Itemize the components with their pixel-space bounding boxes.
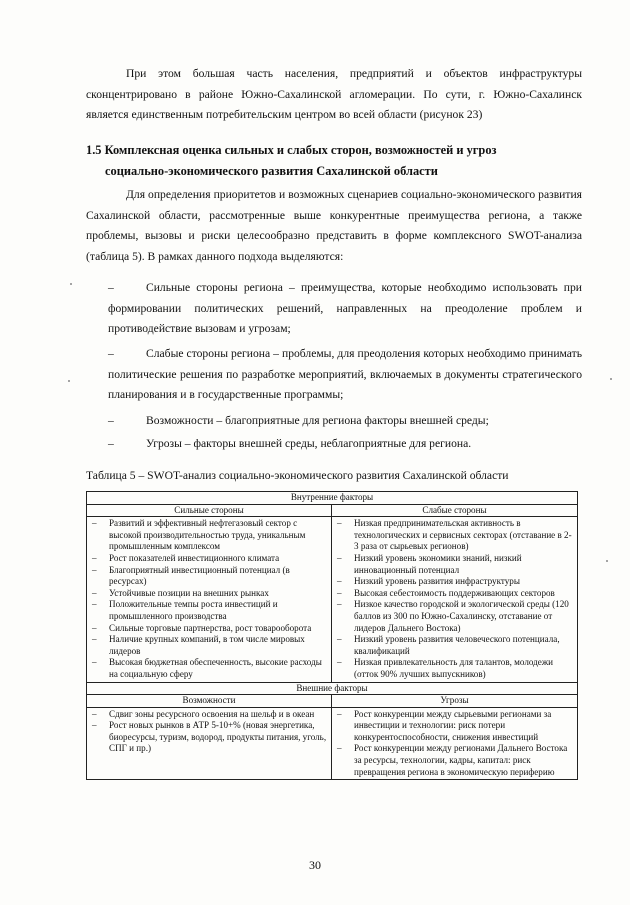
strengths-cell <box>87 517 332 682</box>
bullet-threats <box>108 434 582 455</box>
opportunities-list <box>87 708 331 756</box>
table-caption: Таблица 5 – SWOT-анализ социально-экономического развития Сахалинской области <box>86 469 509 482</box>
bullet-strengths <box>108 278 582 340</box>
list-item: – Сильные торговые партнерства, рост товарооборота <box>87 623 329 635</box>
list-item: – Развитий и эффективный нефтегазовый сектор с высокой производительностью труда, уникальным промышленным комплексом <box>87 518 329 553</box>
table-row <box>87 682 578 695</box>
strengths-header: Сильные стороны <box>87 504 332 517</box>
list-item: – Низкий уровень развития инфраструктуры <box>332 576 575 588</box>
strengths-list <box>87 517 331 681</box>
list-item: – Высокая бюджетная обеспеченность, высокие расходы на социальную сферу <box>87 657 329 680</box>
threats-list <box>332 708 577 780</box>
list-item: – Низкое качество городской и экологической среды (120 баллов из 300 по Южно-Сахалинску, отставание от лидеров Дальнего Востока) <box>332 599 575 634</box>
scan-speck <box>606 560 608 562</box>
list-item: – Низкий уровень развития человеческого потенциала, квалификаций <box>332 634 575 657</box>
list-item: – Рост новых рынков в АТР 5-10+% (новая энергетика, биоресурсы, туризм, водород, продукты питания, уголь, СПГ и пр.) <box>87 720 329 755</box>
bullet-weaknesses <box>108 344 582 406</box>
list-item: – Сдвиг зоны ресурсного освоения на шельф и в океан <box>87 709 329 721</box>
bullet-dash: – <box>108 437 114 450</box>
table-row <box>87 504 578 517</box>
external-factors-header: Внешние факторы <box>87 682 578 695</box>
list-item: – Рост конкуренции между сырьевыми регионами за инвестиции и технологии: риск потери конкурентоспособности, снижения инвестиций <box>332 709 575 744</box>
section-heading-line-1: 1.5 Комплексная оценка сильных и слабых сторон, возможностей и угроз <box>86 143 497 157</box>
page-number: 30 <box>309 858 321 872</box>
bullet-dash: – <box>108 414 114 427</box>
scan-speck <box>68 380 70 382</box>
section-heading-line-2: социально-экономического развития Сахалинской области <box>105 164 438 178</box>
opportunities-cell <box>87 707 332 780</box>
scan-speck <box>610 378 612 380</box>
bullet-text: Сильные стороны региона – преимущества, которые необходимо использовать при формировании политических решений, направленных на преодоление проблем и противодействие вызовам и угрозам; <box>108 281 582 335</box>
list-item: – Положительные темпы роста инвестиций и промышленного производства <box>87 599 329 622</box>
list-item: – Высокая себестоимость поддерживающих секторов <box>332 588 575 600</box>
bullet-text: Возможности – благоприятные для региона факторы внешней среды; <box>146 414 489 427</box>
table-row <box>87 517 578 682</box>
weaknesses-cell <box>332 517 578 682</box>
bullet-dash: – <box>108 347 114 360</box>
swot-table <box>86 491 578 780</box>
table-row <box>87 707 578 780</box>
bullet-opportunities <box>108 411 582 432</box>
weaknesses-header: Слабые стороны <box>332 504 578 517</box>
bullet-dash: – <box>108 281 114 294</box>
threats-header: Угрозы <box>332 695 578 708</box>
list-item: – Устойчивые позиции на внешних рынках <box>87 588 329 600</box>
section-heading <box>86 140 586 182</box>
bullet-text: Слабые стороны региона – проблемы, для преодоления которых необходимо принимать политические решения по разработке мероприятий, включаемых в документы стратегического планирования и в государственные программы; <box>108 347 582 401</box>
list-item: – Низкая привлекательность для талантов, молодежи (отток 90% лучших выпускников) <box>332 657 575 680</box>
table-row <box>87 492 578 505</box>
list-item: – Рост показателей инвестиционного климата <box>87 553 329 565</box>
paragraph-agglomeration: При этом большая часть населения, предприятий и объектов инфраструктуры сконцентрировано в районе Южно-Сахалинской агломерации. По сути, г. Южно-Сахалинск является единственным потребительским центром во всей области (рисунок 23) <box>86 67 582 121</box>
scan-speck <box>70 283 72 285</box>
paragraph-swot-intro: Для определения приоритетов и возможных сценариев социально-экономического развития Сахалинской области, рассмотренные выше конкурентные преимущества региона, а также проблемы, вызовы и риски целесообразно представить в форме комплексного SWOT-анализа (таблица 5). В рамках данного подхода выделяются: <box>86 188 582 263</box>
list-item: – Низкая предпринимательская активность в технологических и сервисных секторах (отставание в 2-3 раза от сырьевых регионов) <box>332 518 575 553</box>
list-item: – Рост конкуренции между регионами Дальнего Востока за ресурсы, технологии, кадры, капитал: риск превращения региона в экономическую периферию <box>332 743 575 778</box>
list-item: – Благоприятный инвестиционный потенциал (в ресурсах) <box>87 565 329 588</box>
internal-factors-header: Внутренние факторы <box>87 492 578 505</box>
opportunities-header: Возможности <box>87 695 332 708</box>
bullet-text: Угрозы – факторы внешней среды, неблагоприятные для региона. <box>146 437 472 450</box>
threats-cell <box>332 707 578 780</box>
list-item: – Наличие крупных компаний, в том числе мировых лидеров <box>87 634 329 657</box>
weaknesses-list <box>332 517 577 681</box>
list-item: – Низкий уровень экономики знаний, низкий инновационный потенциал <box>332 553 575 576</box>
table-row <box>87 695 578 708</box>
